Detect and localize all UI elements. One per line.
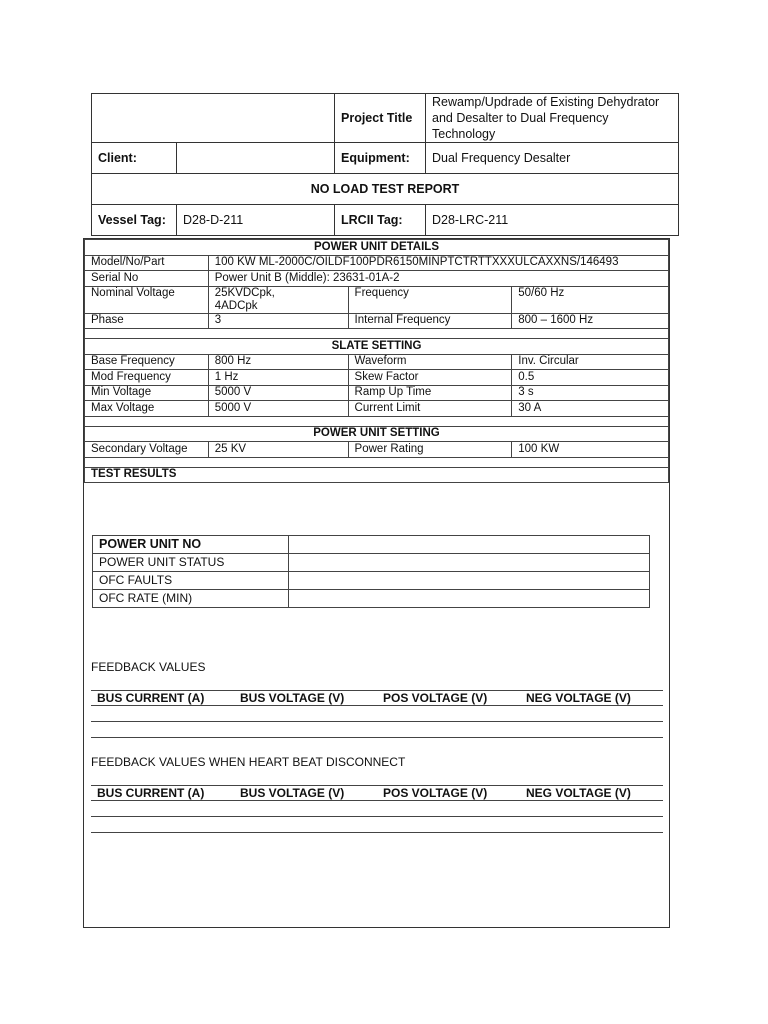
slate-label: Base Frequency bbox=[85, 354, 209, 370]
equipment-label: Equipment: bbox=[335, 143, 426, 174]
ofc-rate-label: OFC RATE (MIN) bbox=[93, 590, 289, 608]
slate-value: 5000 V bbox=[208, 401, 348, 417]
slate-value: 1 Hz bbox=[208, 370, 348, 386]
report-body bbox=[83, 238, 670, 928]
slate-label: Skew Factor bbox=[348, 370, 512, 386]
lrcii-tag-value: D28-LRC-211 bbox=[426, 205, 679, 236]
report-title: NO LOAD TEST REPORT bbox=[92, 174, 679, 205]
equipment-value: Dual Frequency Desalter bbox=[426, 143, 679, 174]
project-title-label: Project Title bbox=[335, 94, 426, 143]
frequency-value: 50/60 Hz bbox=[512, 286, 669, 313]
feedback-hb-table bbox=[91, 785, 663, 833]
slate-value: 0.5 bbox=[512, 370, 669, 386]
feedback-values-label: FEEDBACK VALUES bbox=[91, 660, 206, 674]
spacer-row bbox=[85, 329, 669, 339]
feedback-hb-entry-line[interactable] bbox=[91, 801, 663, 817]
slate-label: Min Voltage bbox=[85, 385, 209, 401]
feedback-values-table bbox=[91, 690, 663, 738]
blank-cell bbox=[92, 94, 335, 143]
slate-label: Mod Frequency bbox=[85, 370, 209, 386]
ofc-faults-value[interactable] bbox=[288, 572, 649, 590]
power-unit-no-label: POWER UNIT NO bbox=[93, 536, 289, 554]
vessel-tag-label: Vessel Tag: bbox=[92, 205, 177, 236]
feedback-entry-line[interactable] bbox=[91, 706, 663, 722]
pos-voltage-header: POS VOLTAGE (V) bbox=[383, 691, 488, 705]
power-unit-no-value[interactable] bbox=[288, 536, 649, 554]
power-unit-table bbox=[92, 535, 650, 608]
slate-value: 3 s bbox=[512, 385, 669, 401]
slate-setting-title: SLATE SETTING bbox=[85, 339, 669, 355]
vessel-tag-value: D28-D-211 bbox=[177, 205, 335, 236]
client-label: Client: bbox=[92, 143, 177, 174]
slate-label: Current Limit bbox=[348, 401, 512, 417]
spacer-row bbox=[85, 457, 669, 467]
feedback-hb-label: FEEDBACK VALUES WHEN HEART BEAT DISCONNECT bbox=[91, 755, 406, 769]
feedback-header-row bbox=[91, 690, 663, 706]
power-unit-details-title: POWER UNIT DETAILS bbox=[85, 240, 669, 256]
model-label: Model/No/Part bbox=[85, 255, 209, 271]
power-unit-setting-title: POWER UNIT SETTING bbox=[85, 426, 669, 442]
secondary-voltage-value: 25 KV bbox=[208, 442, 348, 458]
power-unit-status-value[interactable] bbox=[288, 554, 649, 572]
pos-voltage-header: POS VOLTAGE (V) bbox=[383, 786, 488, 800]
bus-current-header: BUS CURRENT (A) bbox=[97, 691, 205, 705]
project-title-line-1: Rewamp/Updrade of Existing Dehydrator bbox=[432, 95, 660, 109]
power-unit-status-label: POWER UNIT STATUS bbox=[93, 554, 289, 572]
model-value: 100 KW ML-2000C/OILDF100PDR6150MINPTCTRTTXXXULCAXXNS/146493 bbox=[208, 255, 668, 271]
client-value bbox=[177, 143, 335, 174]
nominal-voltage-value bbox=[208, 286, 348, 313]
bus-voltage-header: BUS VOLTAGE (V) bbox=[240, 786, 345, 800]
serial-value: Power Unit B (Middle): 23631-01A-2 bbox=[208, 271, 668, 287]
secondary-voltage-label: Secondary Voltage bbox=[85, 442, 209, 458]
ofc-faults-label: OFC FAULTS bbox=[93, 572, 289, 590]
phase-label: Phase bbox=[85, 313, 209, 329]
frequency-label: Frequency bbox=[348, 286, 512, 313]
nominal-voltage-line-2: 4ADCpk bbox=[214, 299, 258, 312]
project-title-line-2: and Desalter to Dual Frequency Technology bbox=[432, 111, 609, 141]
bus-current-header: BUS CURRENT (A) bbox=[97, 786, 205, 800]
nominal-voltage-line-1: 25KVDCpk, bbox=[214, 286, 275, 299]
neg-voltage-header: NEG VOLTAGE (V) bbox=[526, 786, 631, 800]
feedback-entry-line[interactable] bbox=[91, 722, 663, 738]
bus-voltage-header: BUS VOLTAGE (V) bbox=[240, 691, 345, 705]
nominal-voltage-label: Nominal Voltage bbox=[85, 286, 209, 313]
ofc-rate-value[interactable] bbox=[288, 590, 649, 608]
feedback-hb-entry-line[interactable] bbox=[91, 817, 663, 833]
phase-value: 3 bbox=[208, 313, 348, 329]
power-rating-label: Power Rating bbox=[348, 442, 512, 458]
slate-label: Max Voltage bbox=[85, 401, 209, 417]
spacer-row bbox=[85, 416, 669, 426]
test-results-title: TEST RESULTS bbox=[85, 467, 669, 483]
slate-label: Ramp Up Time bbox=[348, 385, 512, 401]
power-rating-value: 100 KW bbox=[512, 442, 669, 458]
details-table bbox=[84, 239, 669, 483]
project-title-value bbox=[426, 94, 679, 143]
header-table bbox=[91, 93, 679, 236]
slate-label: Waveform bbox=[348, 354, 512, 370]
slate-value: 30 A bbox=[512, 401, 669, 417]
internal-frequency-label: Internal Frequency bbox=[348, 313, 512, 329]
slate-value: Inv. Circular bbox=[512, 354, 669, 370]
internal-frequency-value: 800 – 1600 Hz bbox=[512, 313, 669, 329]
lrcii-tag-label: LRCII Tag: bbox=[335, 205, 426, 236]
neg-voltage-header: NEG VOLTAGE (V) bbox=[526, 691, 631, 705]
feedback-hb-header-row bbox=[91, 785, 663, 801]
slate-value: 800 Hz bbox=[208, 354, 348, 370]
serial-label: Serial No bbox=[85, 271, 209, 287]
slate-value: 5000 V bbox=[208, 385, 348, 401]
